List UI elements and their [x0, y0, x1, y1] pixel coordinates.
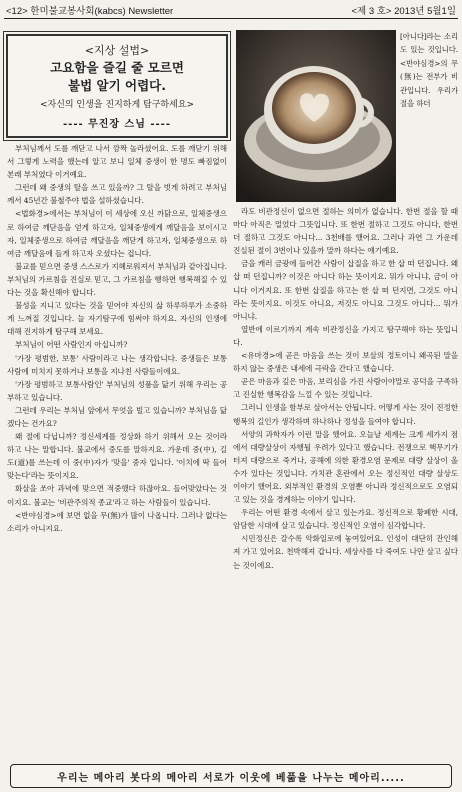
- article-subtitle: <자신의 인생을 진지하게 탐구하세요>: [39, 100, 195, 110]
- header-rule: [4, 18, 458, 19]
- article-paragraph: 시민정신은 갈수록 악화일로에 놓여있어요. 인성이 대단히 잔인해져 가고 있어요. 천박해져 갑니다. 세상사를 다 죽여도 나만 살고 싶다는 것이에요.: [233, 534, 458, 570]
- right-top-column: [400, 30, 458, 202]
- right-top-text: [아니다]라는 소리도 있는 것입니다. <반야심경>의 무(無)는 전부가 비관입니다. 우리가 절을 하더: [400, 32, 458, 109]
- article-paragraph: 서양의 과학자가 이런 말을 했어요. 오늘날 세계는 크게 세가지 점에서 대량살상이 자행될 우려가 있다고 했습니다. 전쟁으로 핵무기가 터져 대량으로 죽거나, 공해에 의한 환경오염 문제로 대량 살상이 올 수가 있다는 것입니다. 가치관 혼란에서 오는 정신적인 대량 살상도 이야기 했어요. 외부적인 환경의 오염뿐 아니라 정신적으로도 오염되고 있는 것을 경계하는 이야기 입니다.: [233, 429, 458, 505]
- article-title-box: [6, 34, 228, 138]
- header-title: <12> 한미불교봉사회(kabcs) Newsletter: [6, 6, 174, 17]
- article-paragraph: '가장 평범하고 보통사람인' 부처님의 성품을 닮기 위해 우리는 공부하고 있습니다.: [7, 379, 227, 402]
- left-article-column: [7, 142, 227, 760]
- article-paragraph: <유마경>에 곧은 마음을 쓰는 것이 보살의 정토이니 왜곡된 말을 하지 않는 중생은 내세에 극락을 간다고 했습니다.: [233, 351, 458, 374]
- header-issue-date: <제 3 호> 2013년 5월1일: [351, 6, 456, 17]
- coffee-cup-photo: [236, 30, 396, 202]
- article-paragraph: 불교를 믿으면 중생 스스로가 지혜로워져서 부처님과 같아집니다. 부처님의 가르침을 진실로 믿고, 그 가르침을 행하면 행복해질 수 있다는 것을 확신해야 합니다.: [7, 261, 227, 298]
- article-paragraph: 금을 캐러 금광에 들어간 사람이 삽질을 하고 한 삽 떠 던집니다. 왜 삽 떠 던집니까? 이것은 아니다 하는 뜻이지요. 뭐가 아니냐, 금이 아니다 이거지요. 또 한번 삽질을 하고는 한 삽 떠 던지면, 그것도 아니라는 뜻이지요. 이것도 아니요, 저것도 아니요 그것도 아니다... 뭐가 아니냐.: [233, 259, 458, 321]
- article-paragraph: 열반에 이르기까지 계속 비관정신을 가지고 탐구해야 하는 뜻입니다.: [233, 324, 458, 347]
- article-author: ---- 무진장 스님 ----: [63, 119, 171, 130]
- article-title-line1: 고요함을 즐길 줄 모르면: [50, 60, 184, 75]
- article-paragraph: 왜 절에 다닙니까? 정신세계를 정상화 하기 위해서 오는 것이라 하고 나는 말합니다. 불교에서 중도를 말하지요. 가운데 중(中), 길 도(道)를 쓰는데 이 중(中)자가 '맞을' 중자 입니다. '이치에 딱 들어맞는다'라는 뜻이지요.: [7, 432, 227, 481]
- footer-banner: [10, 764, 452, 788]
- newsletter-header: [6, 3, 456, 19]
- article-paragraph: 화살을 쏘아 과녁에 맞으면 적중했다 하잖아요. 들어맞았다는 것이지요. 불교는 '비관주의적 종교'라고 하는 사람들이 있습니다.: [7, 484, 227, 507]
- article-kicker: <지상 설법>: [84, 44, 150, 57]
- coffee-cup-illustration: [236, 30, 396, 202]
- article-paragraph: 라도 비관정신이 없으면 절하는 의미가 없습니다. 한번 절을 할 때마다 아직은 멀었다 그뜻입니다. 또 한번 절하고 그것도 아니다, 한번 더 절하고 그것도 아니다... 3천배를 했어요. 그러나 과연 그 가운데 진실된 절이 3번이나 있을까 말까 하다는 얘기예요.: [233, 207, 458, 256]
- article-paragraph: '가장 평범한, 보통' 사람이라고 나는 생각합니다. 중생들은 보통사람에 미치지 못하거나 보통을 지나친 사람들이에요.: [7, 353, 227, 376]
- article-paragraph: 우리는 어떤 환경 속에서 살고 있는가요. 정신적으로 황폐한 시대, 암담한 시대에 살고 있습니다. 정신적인 오염이 심각합니다.: [233, 508, 458, 531]
- article-paragraph: <법화경>에서는 부처님이 이 세상에 오신 까닭으로, 일체중생으로 하여금 깨닫음을 얻게 하고자, 일체중생에게 깨달음을 보이시고자, 일체중생으로 하여금 깨달음을 깨닫게 하고자, 일체중생으로 하여금 깨달음에 들게 하고자 오셨다는 겁니다.: [7, 209, 227, 258]
- article-paragraph: 그러니 인생을 함부로 살아서는 안됩니다. 어떻게 사는 것이 진정한 행복의 길인가 생각하며 하나하나 정성을 들여야 합니다.: [233, 403, 458, 426]
- footer-motto: 우리는 메아리 봇다의 메아리 서로가 이웃에 베풂을 나누는 메아리.....: [57, 773, 405, 784]
- article-paragraph: 곧은 마음과 깊은 마음, 보리심을 가진 사람이야말로 공덕을 구족하고 진실한 행복감을 느낄 수 있는 것입니다.: [233, 377, 458, 400]
- article-paragraph: 불성을 지니고 있다는 것을 믿어야 자신의 삶 하루하루가 소중하게 느껴질 것입니다. 늘 자기탐구에 힘써야 하지요. 자신의 인생에 대해 진지하게 탐구해 보세요.: [7, 301, 227, 337]
- article-paragraph: <반야심경>에 보면 없을 무(無)가 많이 나옵니다. 그러나 없다는 소리가 아니지요.: [7, 510, 227, 533]
- article-title-line2: 불법 알기 어렵다.: [68, 78, 166, 93]
- article-paragraph: 그런데 우리는 부처님 앞에서 무엇을 빌고 있습니까? 부처님을 닮겠다는 건가요?: [7, 405, 227, 428]
- right-article-column: [233, 205, 458, 760]
- article-paragraph: 부처님이 어떤 사람인지 아십니까?: [15, 340, 128, 350]
- article-paragraph: 그런데 왜 중생의 탈을 쓰고 있을까? 그 탈을 벗게 하려고 부처님께서 45년간 불철주야 법을 설하셨습니다.: [7, 183, 227, 206]
- article-paragraph: 부처님께서 도를 깨닫고 나서 깜짝 놀라셨어요. 도를 깨닫기 위해서 그렇게 노력을 했는데 알고 보니 일체 중생이 한 명도 빠짐없이 본래 부처였다 이거예요.: [7, 144, 227, 180]
